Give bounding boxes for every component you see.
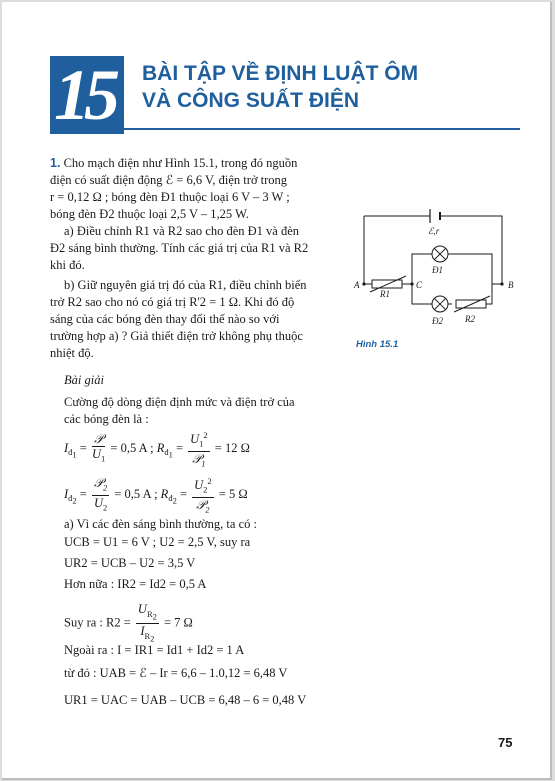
formula-ur2: UR2 = UCB – U2 = 3,5 V xyxy=(64,556,196,570)
formula-r2-prefix: Suy ra : R2 = xyxy=(64,615,131,630)
solution-intro-line2: các bóng đèn là : xyxy=(64,412,149,426)
part-b-line3: sáng của các bóng đèn thay đổi thế nào so với xyxy=(50,312,280,326)
formula-hon-nua: Hơn nữa : IR2 = Id2 = 0,5 A xyxy=(64,577,207,591)
solution-intro-line1: Cường độ dòng điện định mức và điện trở của xyxy=(64,395,295,409)
node-c-label: C xyxy=(416,280,423,290)
problem-intro-line2: điện có suất điện động ℰ = 6,6 V, điện trở trong xyxy=(50,173,288,187)
chapter-number: 15 xyxy=(54,55,114,135)
chapter-header xyxy=(50,52,520,135)
header-rule xyxy=(124,128,520,130)
problem-number: 1. xyxy=(50,156,61,170)
formula-ngoai-ra: Ngoài ra : I = IR1 = Id1 + Id2 = 1 A xyxy=(64,643,245,657)
node-b-label: B xyxy=(508,280,514,290)
problem-intro-line3: r = 0,12 Ω ; bóng đèn Đ1 thuộc loại 6 V – 3 W ; xyxy=(50,190,290,204)
circuit-diagram xyxy=(352,198,527,333)
chapter-title-line1: BÀI TẬP VỀ ĐỊNH LUẬT ÔM xyxy=(142,62,419,85)
problem-intro-line4: bóng đèn Đ2 thuộc loại 2,5 V – 1,25 W. xyxy=(50,207,249,221)
part-b-line5: nhiệt độ. xyxy=(50,346,94,360)
resistor-r2-label: R2 xyxy=(465,314,475,324)
part-a-solution-intro: a) Vì các đèn sáng bình thường, ta có : xyxy=(64,517,257,531)
lamp-d2-label: Đ2 xyxy=(432,316,443,326)
chapter-title xyxy=(142,60,418,114)
solution-intro xyxy=(64,394,344,428)
page-number: 75 xyxy=(498,735,513,750)
node-a-dot xyxy=(362,282,365,285)
formula-lamp1: $I_{đ_1}$ = $\frac{\text{𝒫}}{U_1}$ = 0,5 A ; $R_{đ_1}$ = $\frac{U_1^2}{𝒫_1}$ = 12 Ω xyxy=(64,430,250,469)
solution-heading: Bài giải xyxy=(64,373,104,387)
formula-ur1: UR1 = UAC = UAB – UCB = 6,48 – 6 = 0,48 V xyxy=(64,693,307,707)
textbook-page xyxy=(2,2,552,780)
chapter-title-line2: VÀ CÔNG SUẤT ĐIỆN xyxy=(142,89,360,112)
formula-ucb: UCB = U1 = 6 V ; U2 = 2,5 V, suy ra xyxy=(64,535,251,549)
lamp-d1-label: Đ1 xyxy=(432,265,443,275)
formula-r2-value: = 7 Ω xyxy=(163,615,193,630)
source-label: ℰ,r xyxy=(428,226,440,236)
part-a-line2: Đ2 sáng bình thường. Tính các giá trị của R1 và R2 xyxy=(50,241,309,255)
formula-tu-do: từ đó : UAB = ℰ – Ir = 6,6 – 1.0,12 = 6,48 V xyxy=(64,666,288,680)
figure-caption: Hình 15.1 xyxy=(356,339,399,350)
part-b-line1: b) Giữ nguyên giá trị đó của R1, điều chỉnh biến xyxy=(64,278,307,292)
part-a-line1: a) Điều chỉnh R1 và R2 sao cho đèn Đ1 và đèn xyxy=(64,224,300,238)
node-b-dot xyxy=(500,282,503,285)
formula-lamp2: $I_{đ_2}$ = $\frac{𝒫_2}{U_2}$ = 0,5 A ; $R_{đ_2}$ = $\frac{U_2^2}{𝒫_2}$ = 5 Ω xyxy=(64,476,248,515)
node-c-dot xyxy=(410,282,413,285)
problem-intro-line1: Cho mạch điện như Hình 15.1, trong đó nguồn xyxy=(60,156,298,170)
node-a-label: A xyxy=(354,280,360,290)
resistor-r1-label: R1 xyxy=(380,289,390,299)
part-a-line3: khi đó. xyxy=(50,258,85,272)
formula-r2: Suy ra : R2 = $\frac{U_{R_2}}{I_{R_2}}$ = 7 Ω xyxy=(64,602,193,644)
part-b-line4: trường hợp a) ? Giả thiết điện trở không phụ thuộc xyxy=(50,329,303,343)
chapter-number-box xyxy=(50,56,124,134)
problem-statement xyxy=(50,155,340,362)
part-b-line2: trở R2 sao cho nó có giá trị R'2 = 1 Ω. Khi đó độ xyxy=(50,295,295,309)
